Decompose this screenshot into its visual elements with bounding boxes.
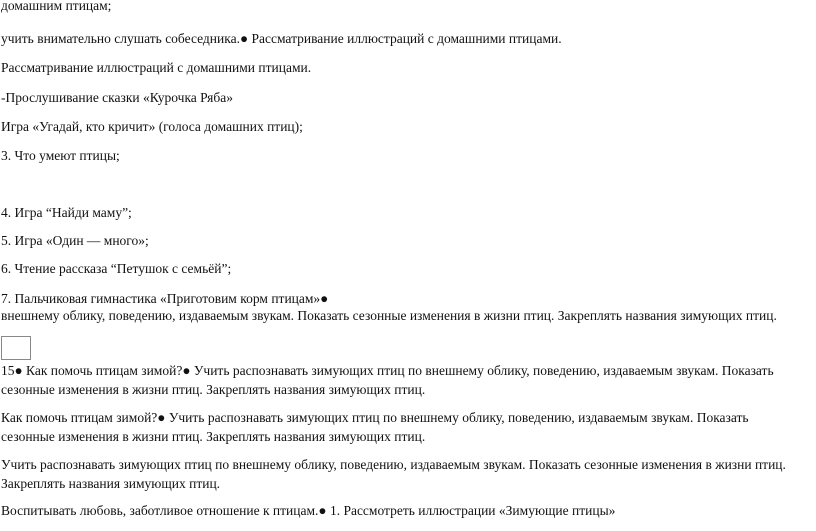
text-paragraph: 15● Как помочь птицам зимой?● Учить распознавать зимующих птиц по внешнему облику, поведению, издаваемым звукам. Показать сезонные изменения в жизни птиц. Закреплять названия зимующих птиц. <box>1 363 774 397</box>
text-line: -Прослушивание сказки «Курочка Ряба» <box>1 90 233 105</box>
text-line: домашним птицам; <box>1 0 112 13</box>
text-paragraph: Как помочь птицам зимой?● Учить распознавать зимующих птиц по внешнему облику, поведению, издаваемым звукам. Показать сезонные изменения в жизни птиц. Закреплять названия зимующих птиц. <box>1 410 749 444</box>
text-paragraph: Учить распознавать зимующих птиц по внешнему облику, поведению, издаваемым звукам. Показать сезонные изменения в жизни птиц. Закреплять названия зимующих птиц. <box>1 457 786 491</box>
text-line: Рассматривание иллюстраций с домашними птицами. <box>1 60 312 75</box>
text-line: 7. Пальчиковая гимнастика «Приготовим корм птицам»● <box>1 291 329 306</box>
text-line: внешнему облику, поведению, издаваемым звукам. Показать сезонные изменения в жизни птиц. Закреплять названия зимующих птиц. <box>1 308 777 323</box>
empty-frame-box <box>1 336 31 360</box>
text-line: 5. Игра «Один — много»; <box>1 233 149 248</box>
text-line: Воспитывать любовь, заботливое отношение к птицам.● 1. Рассмотреть иллюстрации «Зимующие птицы» <box>1 503 616 518</box>
text-line: 6. Чтение рассказа “Петушок с семьёй”; <box>1 261 232 276</box>
text-line: 3. Что умеют птицы; <box>1 148 120 163</box>
text-line: Игра «Угадай, кто кричит» (голоса домашних птиц); <box>1 119 303 134</box>
text-line: 4. Игра “Найди маму”; <box>1 205 132 220</box>
text-line: учить внимательно слушать собеседника.● Рассматривание иллюстраций с домашними птицами. <box>1 31 562 46</box>
